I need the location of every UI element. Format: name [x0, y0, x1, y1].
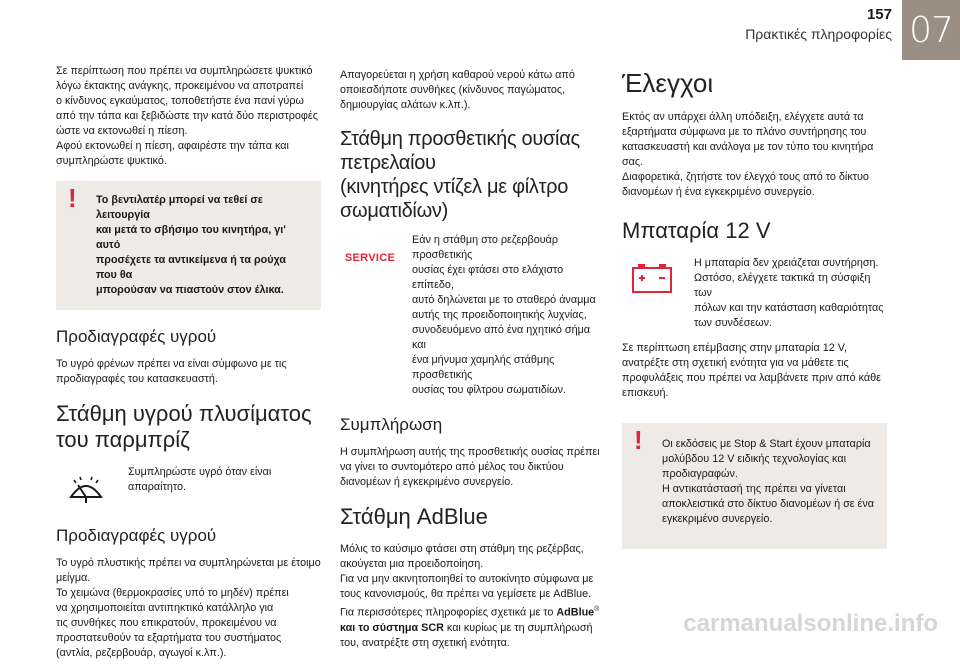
battery-intervention-text: Σε περίπτωση επέμβασης στην μπαταρία 12 V, ανατρέξτε στη σχετική ενότητα για να μάθετε τις προφυλάξεις που πρέπει να λαμβάνετε πριν από κάθε επισκευή. [622, 342, 881, 399]
additive-row [340, 233, 605, 398]
fan-warning-text: Το βεντιλατέρ μπορεί να τεθεί σε λειτουργία και μετά το σβήσιμο του κινητήρα, γι' αυτό προσέχετε τα αντικείμενα ή τα ρούχα που θα μπορούσαν να πιαστούν στον έλικα. [96, 194, 286, 296]
adblue-text-a: Μόλις το καύσιμο φτάσει στη στάθμη της ρεζέρβας, ακούγεται μια προειδοποίηση. Για να μην ακινητοποιηθεί το αυτοκίνητο σύμφωνα με τους κανονισμούς, θα πρέπει να γεμίσετε με AdBlue. Για περισσότερες πληροφορίες σχετικά με το [340, 543, 594, 619]
exclamation-icon: ! [634, 425, 643, 455]
coolant-paragraph: Σε περίπτωση που πρέπει να συμπληρώσετε ψυκτικό λόγω έκτακτης ανάγκης, προκειμένου να αποτραπεί ο κίνδυνος εγκαύματος, τοποθετήστε ένα πανί γύρω από την τάπα και ξεβιδώστε την κατά δύο περιστροφές ώστε να εκτονωθεί η πίεση. Αφού εκτονωθεί η πίεση, αφαιρέστε την τάπα και συμπληρώστε ψυκτικό. [56, 65, 318, 167]
battery-row [622, 256, 887, 331]
chapter-tab: 07 [902, 0, 960, 60]
checks-heading: Έλεγχοι [622, 68, 714, 98]
checks-text: Εκτός αν υπάρχει άλλη υπόδειξη, ελέγχετε αυτά τα εξαρτήματα σύμφωνα με το πλάνο συντήρησης του κατασκευαστή και ανάλογα με τον τύπο του κινητήρα σας. Διαφορετικά, ζητήστε τον έλεγχό τους από το δίκτυο διανομέων ή ένα εγκεκριμένο συνεργείο. [622, 111, 874, 198]
exclamation-icon: ! [68, 183, 77, 213]
adblue-text-c: και κυρίως με τη συμπλήρωσή του, ανατρέξτε στη σχετική ενότητα. [340, 621, 593, 649]
washer-fluid-spec-text: Το υγρό πλυστικής πρέπει να συμπληρώνεται με έτοιμο μείγμα. Το χειμώνα (θερμοκρασίες υπό το μηδέν) πρέπει να χρησιμοποιείται αντιπηκτικό κατάλληλο για τις συνθήκες που επικρατούν, προκειμένου να προστατευθούν τα εξαρτήματα του συστήματος (αντλία, ρεζερβουάρ, αγωγοί κ.λπ.). [56, 557, 321, 659]
refill-heading: Συμπλήρωση [340, 415, 443, 434]
washer-fluid-spec-heading: Προδιαγραφές υγρού [56, 526, 217, 545]
watermark: carmanualsonline.info [683, 610, 938, 637]
battery-icon [622, 256, 682, 331]
battery-text: Η μπαταρία δεν χρειάζεται συντήρηση. Ωστόσο, ελέγχετε τακτικά τη σύσφιξη των πόλων και την κατάσταση καθαριότητας των συνδέσεων. [694, 257, 884, 329]
windscreen-washer-icon [56, 465, 116, 509]
battery-heading: Μπαταρία 12 V [622, 218, 771, 243]
adblue-bold: AdBlue [556, 606, 595, 619]
washer-text: Συμπληρώστε υγρό όταν είναι απαραίτητο. [128, 466, 272, 493]
water-prohibited-text: Απαγορεύεται η χρήση καθαρού νερού κάτω από οποιεσδήποτε συνθήκες (κίνδυνος παγώματος, δημιουργίας αλάτων κ.λπ.). [340, 69, 575, 111]
washer-level-heading: Στάθμη υγρού πλυσίματος του παρμπρίζ [56, 401, 312, 452]
section-label: Πρακτικές πληροφορίες [745, 26, 892, 42]
washer-row [56, 465, 321, 509]
adblue-text [340, 542, 605, 651]
service-label: SERVICE [344, 252, 396, 264]
scr-bold: και το σύστημα SCR [340, 621, 444, 634]
brake-fluid-spec-heading: Προδιαγραφές υγρού [56, 327, 217, 346]
service-warning-icon [340, 233, 400, 398]
diesel-additive-heading: Στάθμη προσθετικής ουσίας πετρελαίου (κινητήρες ντίζελ με φίλτρο σωματιδίων) [340, 128, 580, 222]
adblue-heading: Στάθμη AdBlue [340, 504, 488, 529]
column-3 [622, 64, 887, 565]
stop-start-note-text: Οι εκδόσεις με Stop & Start έχουν μπαταρία μολύβδου 12 V ειδικής τεχνολογίας και προδιαγραφών. Η αντικατάστασή της πρέπει να γίνεται αποκλειστικά στο δίκτυο διανομέων ή σε ένα εγκεκριμένο συνεργείο. [662, 438, 874, 525]
refill-text: Η συμπλήρωση αυτής της προσθετικής ουσίας πρέπει να γίνει το συντομότερο από μέλος του δικτύου διανομέων ή εγκεκριμένο συνεργείο. [340, 446, 600, 488]
column-1 [56, 64, 321, 671]
stop-start-note-box [622, 423, 887, 549]
fan-warning-box [56, 181, 321, 310]
brake-fluid-spec-text: Το υγρό φρένων πρέπει να είναι σύμφωνο με τις προδιαγραφές του κατασκευαστή. [56, 358, 287, 385]
additive-text: Εάν η στάθμη στο ρεζερβουάρ προσθετικής ουσίας έχει φτάσει στο ελάχιστο επίπεδο, αυτό δηλώνεται με το σταθερό άναμμα αυτής της προειδοποιητικής λυχνίας, συνοδευόμενο από ένα ηχητικό σήμα και ένα μήνυμα χαμηλής στάθμης προσθετικής ουσίας του φίλτρου σωματιδίων. [412, 234, 596, 396]
column-2 [340, 68, 605, 661]
page-number: 157 [866, 6, 892, 23]
registered-mark: ® [594, 606, 600, 613]
